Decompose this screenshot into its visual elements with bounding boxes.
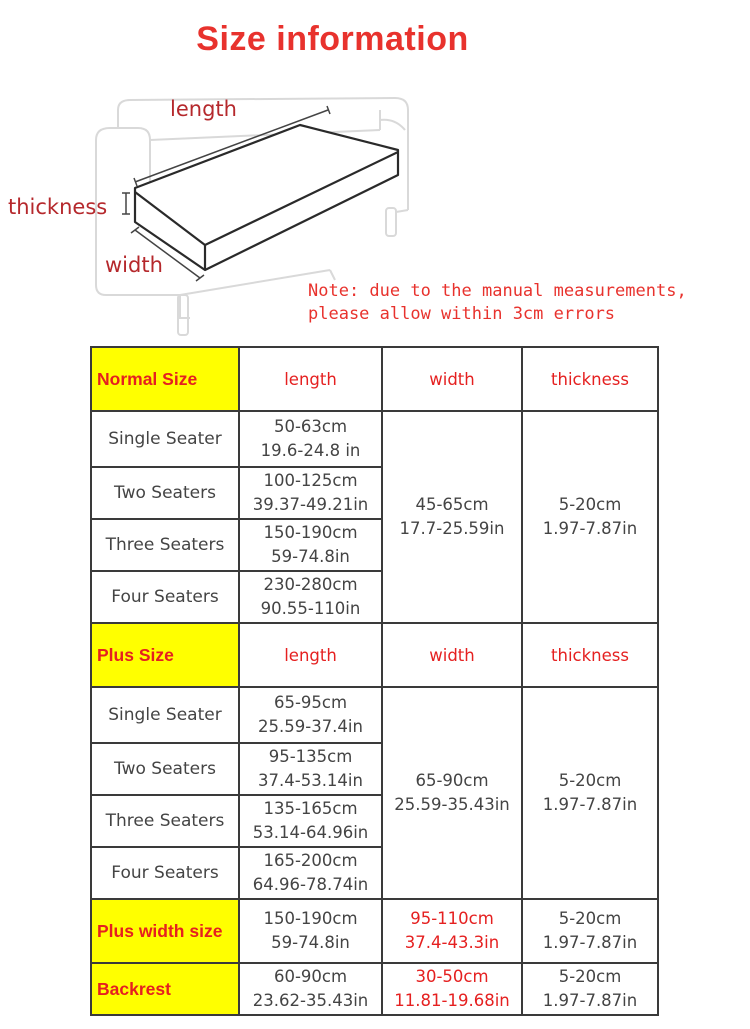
row-label: Three Seaters (91, 519, 239, 571)
width-cell (382, 687, 522, 899)
plus-width-header: Plus width size (91, 899, 239, 963)
width-in: 25.59-35.43in (394, 795, 510, 814)
length-cell (239, 467, 382, 519)
thickness-in: 1.97-7.87in (542, 991, 638, 1010)
normal-size-header-row (91, 347, 658, 411)
width-in: 17.7-25.59in (399, 519, 505, 538)
row-label: Two Seaters (91, 743, 239, 795)
page-title: Size information (196, 20, 469, 58)
thickness-column-header: thickness (522, 347, 658, 411)
table-row (91, 687, 658, 743)
length-in: 64.96-78.74in (252, 875, 369, 894)
width-in: 11.81-19.68in (394, 991, 510, 1010)
thickness-in: 1.97-7.87in (542, 519, 638, 538)
length-in: 59-74.8in (271, 547, 350, 566)
length-cell (239, 847, 382, 899)
length-cm: 230-280cm (263, 575, 358, 594)
width-cm: 45-65cm (415, 495, 489, 514)
length-column-header: length (239, 347, 382, 411)
plus-size-header: Plus Size (91, 623, 239, 687)
table-row (91, 411, 658, 467)
measurement-note (308, 280, 687, 326)
row-label: Single Seater (91, 687, 239, 743)
note-line-2: please allow within 3cm errors (308, 304, 616, 324)
backrest-header: Backrest (91, 963, 239, 1015)
row-label: Single Seater (91, 411, 239, 467)
length-in: 90.55-110in (260, 599, 361, 618)
width-cm: 65-90cm (415, 771, 489, 790)
thickness-cell (522, 963, 658, 1015)
row-label: Three Seaters (91, 795, 239, 847)
thickness-cell (522, 411, 658, 623)
thickness-in: 1.97-7.87in (542, 795, 638, 814)
length-cm: 65-95cm (273, 693, 348, 712)
length-cm: 135-165cm (263, 799, 358, 818)
length-column-header: length (239, 623, 382, 687)
row-label: Four Seaters (91, 847, 239, 899)
width-column-header: width (382, 347, 522, 411)
width-cm: 95-110cm (410, 909, 494, 928)
thickness-cm: 5-20cm (558, 771, 622, 790)
row-label: Two Seaters (91, 467, 239, 519)
length-label: length (170, 97, 237, 121)
length-in: 19.6-24.8 in (260, 441, 361, 460)
width-cell (382, 899, 522, 963)
length-in: 53.14-64.96in (252, 823, 369, 842)
length-cm: 165-200cm (263, 851, 358, 870)
length-cm: 95-135cm (268, 747, 353, 766)
length-cm: 150-190cm (263, 523, 358, 542)
length-cm: 50-63cm (273, 417, 348, 436)
size-table (90, 346, 659, 1016)
width-label: width (105, 253, 163, 277)
length-cell (239, 963, 382, 1015)
thickness-in: 1.97-7.87in (542, 933, 638, 952)
note-line-1: Note: due to the manual measurements, (308, 281, 687, 301)
thickness-label: thickness (8, 195, 108, 219)
normal-size-header: Normal Size (91, 347, 239, 411)
length-cm: 60-90cm (273, 967, 348, 986)
backrest-row (91, 963, 658, 1015)
length-in: 25.59-37.4in (258, 717, 363, 736)
thickness-cm: 5-20cm (558, 495, 622, 514)
width-cm: 30-50cm (415, 967, 489, 986)
thickness-column-header: thickness (522, 623, 658, 687)
length-cell (239, 899, 382, 963)
thickness-cm: 5-20cm (558, 967, 622, 986)
length-cell (239, 743, 382, 795)
thickness-cell (522, 899, 658, 963)
length-cm: 100-125cm (263, 471, 358, 490)
length-cm: 150-190cm (263, 909, 358, 928)
length-cell (239, 795, 382, 847)
width-column-header: width (382, 623, 522, 687)
thickness-cm: 5-20cm (558, 909, 622, 928)
row-label: Four Seaters (91, 571, 239, 623)
length-in: 59-74.8in (271, 933, 350, 952)
plus-width-row (91, 899, 658, 963)
length-cell (239, 687, 382, 743)
length-cell (239, 571, 382, 623)
width-cell (382, 963, 522, 1015)
length-cell (239, 519, 382, 571)
width-cell (382, 411, 522, 623)
thickness-cell (522, 687, 658, 899)
length-in: 37.4-53.14in (258, 771, 363, 790)
width-in: 37.4-43.3in (404, 933, 500, 952)
plus-size-header-row (91, 623, 658, 687)
length-cell (239, 411, 382, 467)
length-in: 23.62-35.43in (252, 991, 369, 1010)
length-in: 39.37-49.21in (252, 495, 369, 514)
